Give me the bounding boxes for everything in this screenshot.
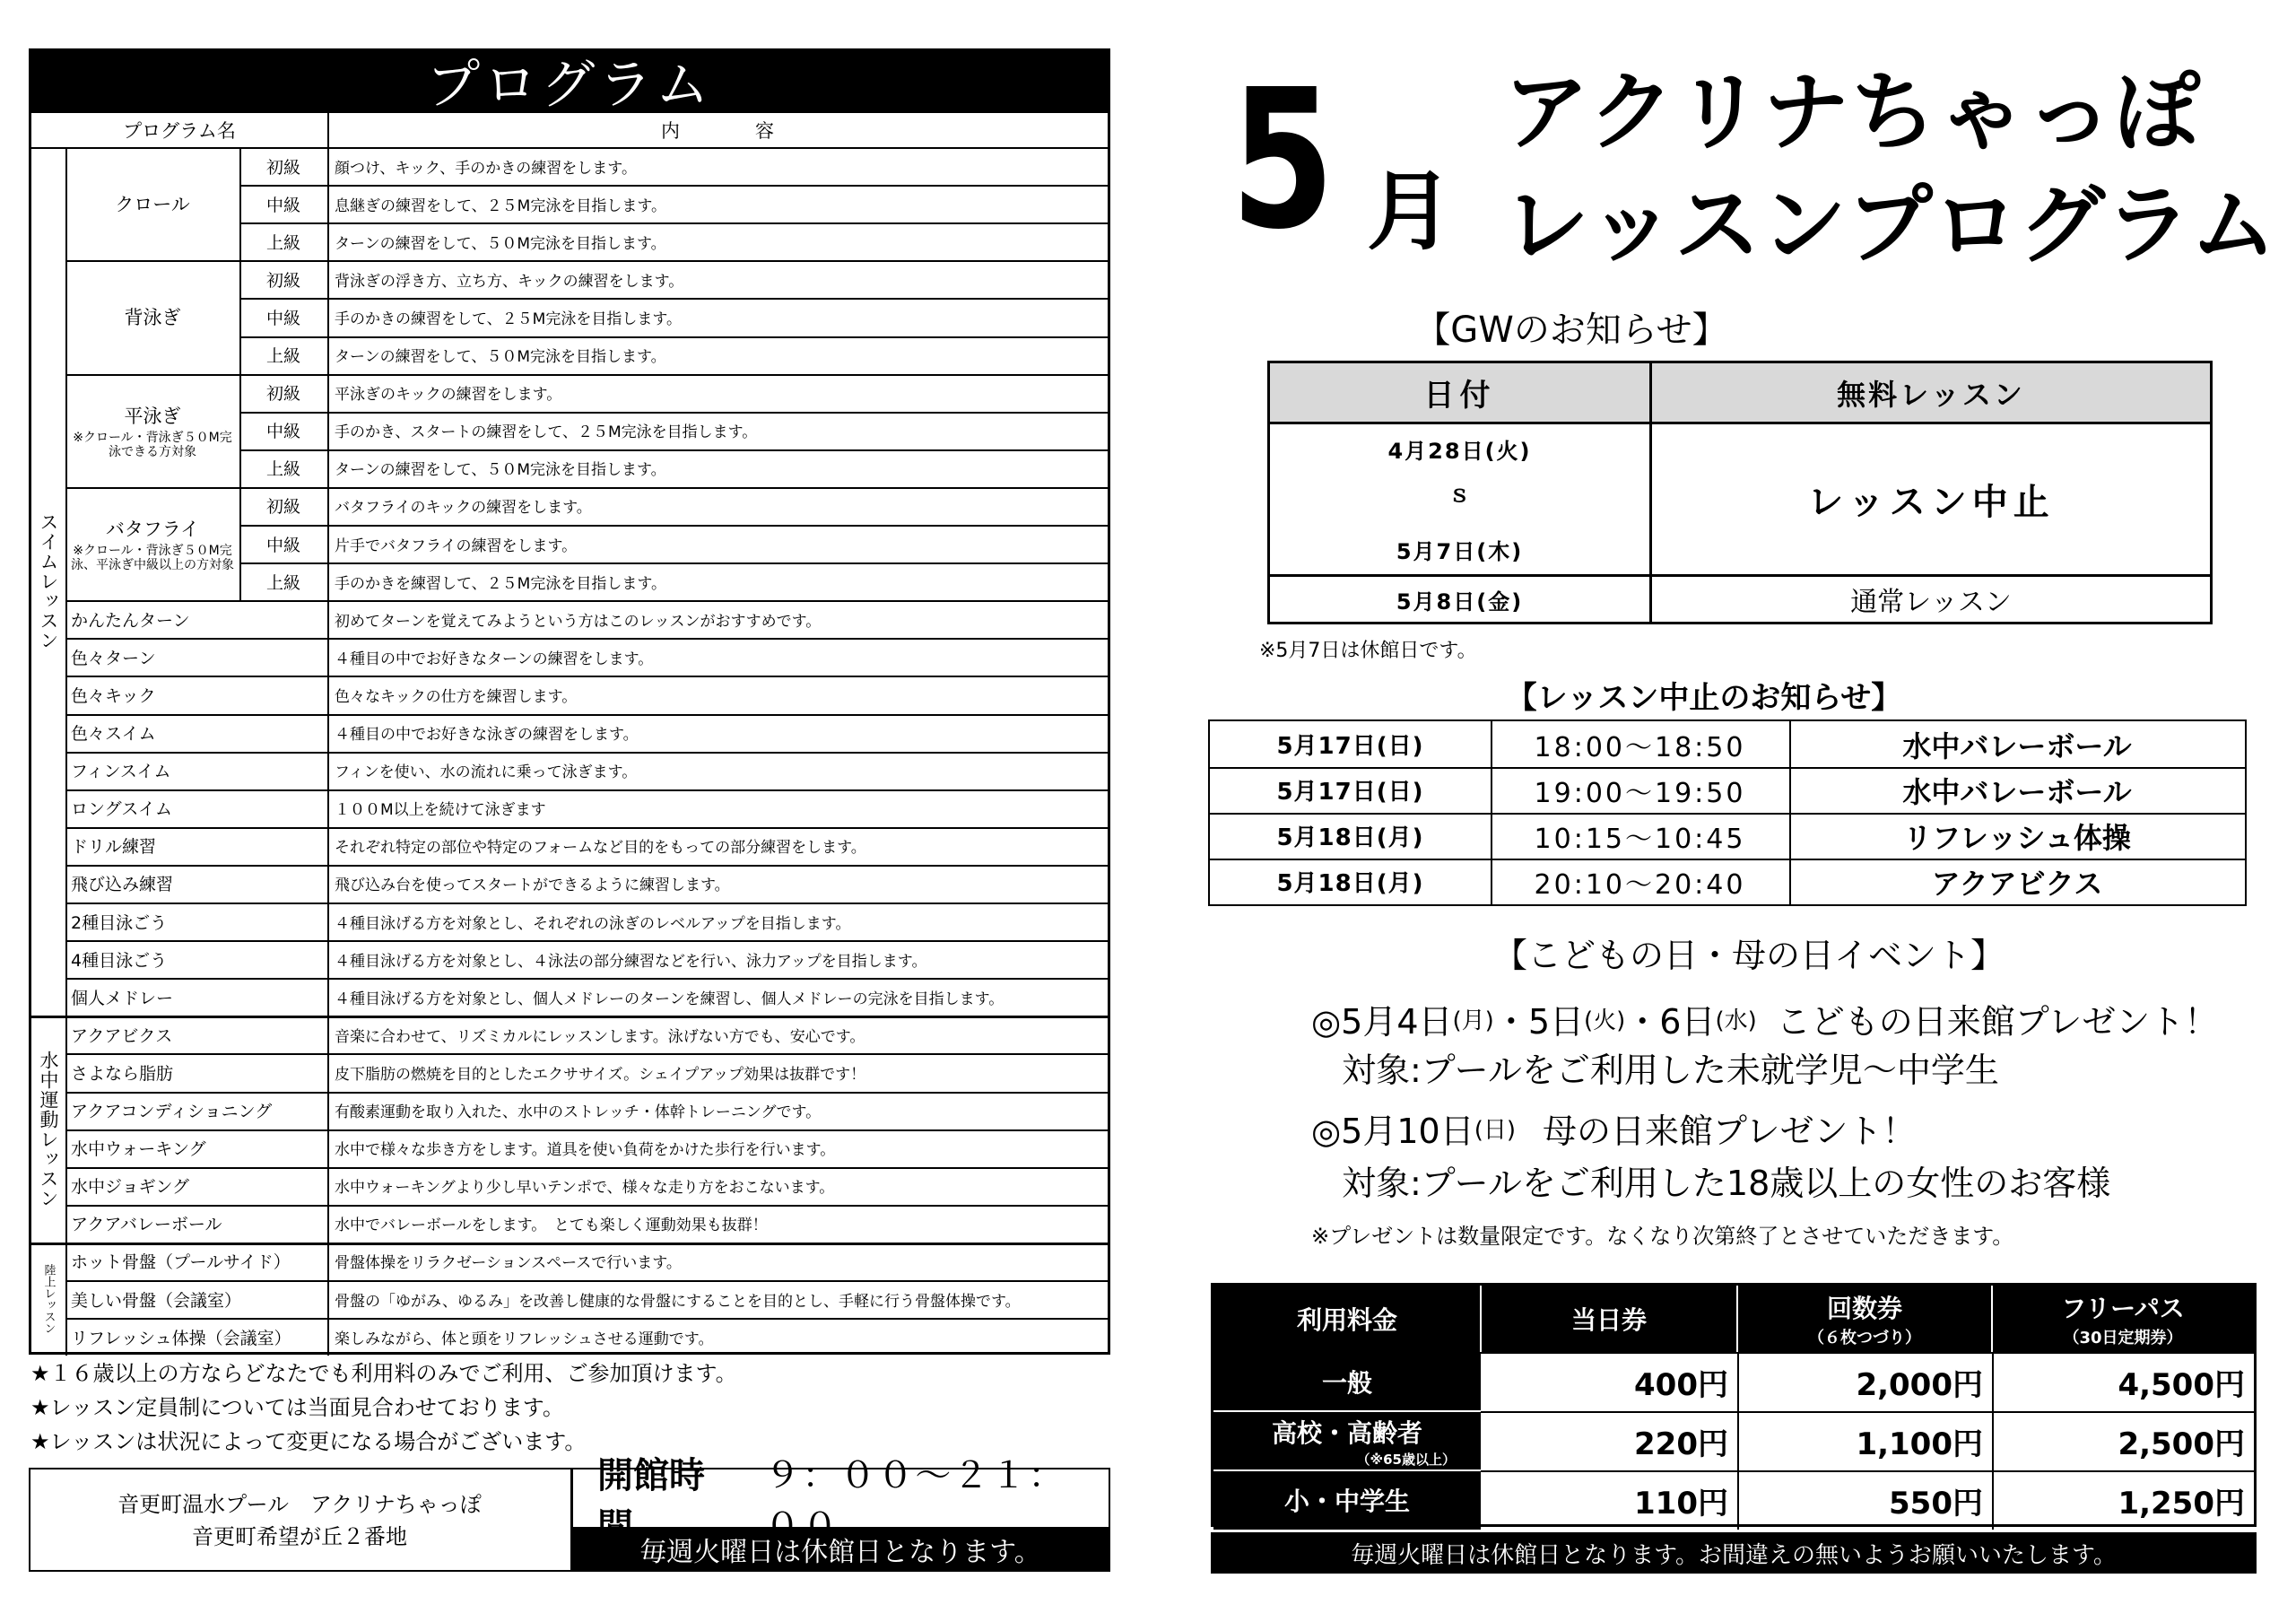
- level-label: 中級: [265, 422, 300, 442]
- cancel-lesson: 水中バレーボール: [1902, 774, 2132, 809]
- group-name-cell: [65, 147, 239, 260]
- fee-value: 400円: [1634, 1366, 1728, 1403]
- level-label: 初級: [265, 270, 300, 291]
- cancel-lesson: リフレッシュ体操: [1903, 820, 2131, 855]
- row-line: [1481, 1411, 2254, 1413]
- gw-range-end: 5月7日(木): [1396, 538, 1524, 564]
- cancel-time: 10:15～10:45: [1534, 823, 1746, 855]
- title-line2: レッスンプログラム: [1503, 175, 2277, 275]
- program-name: アクアバレーボール: [71, 1215, 222, 1235]
- level-label: 中級: [265, 535, 300, 555]
- category-water: 水中運動レッスン: [38, 1050, 59, 1208]
- row-line: [1213, 1469, 1481, 1471]
- row-line: [1481, 1470, 2254, 1472]
- content-text: バタフライのキックの練習をします。: [335, 499, 592, 518]
- content-text: 背泳ぎの浮き方、立ち方、キックの練習をします。: [335, 272, 684, 291]
- closed-day-banner: 毎週火曜日は休館日となります。: [570, 1527, 1110, 1572]
- cancel-lesson: 水中バレーボール: [1902, 728, 2132, 763]
- gw-col-date: 日付: [1423, 378, 1496, 414]
- program-name: 2種目泳ごう: [71, 912, 168, 933]
- content-text: ４種目の中でお好きなターンの練習をします。: [335, 650, 654, 668]
- level-label: 上級: [265, 459, 300, 480]
- row-line: [1210, 813, 2245, 815]
- col-line: [1736, 1286, 1738, 1352]
- col-line: [1991, 1286, 1993, 1352]
- content-text: 初めてターンを覚えてみようという方はこのレッスンがおすすめです。: [335, 612, 822, 631]
- event-note: ※プレゼントは数量限定です。なくなり次第終了とさせていただきます。: [1311, 1224, 2014, 1249]
- program-name: リフレッシュ体操（会議室）: [71, 1328, 291, 1348]
- fee-row-label-cell: [1213, 1411, 1481, 1470]
- program-name: 色々スイム: [71, 724, 156, 745]
- gw-range-text: レッスン中止: [1807, 481, 2055, 523]
- col-line: [65, 1243, 67, 1356]
- program-name: 飛び込み練習: [71, 875, 174, 895]
- program-title: プログラム: [29, 48, 1110, 113]
- cancel-date: 5月18日(月): [1276, 870, 1424, 897]
- gw-col-lesson: 無料レッスン: [1837, 377, 2025, 412]
- level-label: 中級: [265, 308, 300, 328]
- content-text: ４種目泳げる方を対象とし、個人メドレーのターンを練習し、個人メドレーの完泳を目指します。: [335, 990, 1004, 1008]
- program-name: アクアビクス: [71, 1025, 173, 1046]
- program-name: ロングスイム: [71, 799, 173, 820]
- group-name-cell: [65, 374, 239, 487]
- col-line: [1737, 1352, 1739, 1530]
- fee-header-label: 当日券: [1570, 1305, 1647, 1335]
- content-text: 水中で様々な歩き方をします。道具を使い負荷をかけた歩行を行います。: [335, 1141, 836, 1160]
- cancel-date: 5月17日(日): [1276, 733, 1424, 760]
- content-text: 皮下脂肪の燃焼を目的としたエクササイズ。シェイプアップ効果は抜群です！: [335, 1065, 866, 1084]
- program-name: 個人メドレー: [71, 988, 174, 1008]
- gw-range-start: 4月28日(火): [1387, 438, 1532, 464]
- event-1-weekday: (水): [1715, 1007, 1757, 1034]
- col-line: [327, 147, 329, 1016]
- gw-range-sep: ｓ: [1448, 480, 1472, 508]
- group-name: 平泳ぎ: [124, 405, 181, 427]
- content-text: 手のかきの練習をして、２５M完泳を目指します。: [335, 310, 682, 328]
- event-title: 【こどもの日・母の日イベント】: [1492, 935, 2005, 975]
- content-text: 平泳ぎのキックの練習をします。: [335, 386, 562, 405]
- program-name: 色々キック: [71, 685, 156, 706]
- fee-row-label: 一般: [1321, 1368, 1372, 1398]
- fee-value: 550円: [1889, 1485, 1983, 1522]
- program-name: ドリル練習: [71, 837, 157, 858]
- fee-row-label: 小・中学生: [1283, 1487, 1410, 1516]
- fee-header-cell: [1481, 1286, 1737, 1352]
- cancel-time: 19:00～19:50: [1534, 777, 1746, 809]
- col-line: [239, 374, 241, 487]
- program-name: 水中ジョギング: [71, 1177, 190, 1198]
- fee-value: 2,500円: [2118, 1426, 2245, 1462]
- gw-title: 【GWのお知らせ】: [1414, 309, 1728, 351]
- hours-row: [597, 1455, 1100, 1522]
- month-number: 5: [1231, 48, 1335, 272]
- level-label: 初級: [265, 384, 300, 405]
- fee-header-sub: （30日定期券）: [2063, 1329, 2183, 1347]
- program-name: フィンスイム: [71, 762, 171, 782]
- group-note: ※クロール・背泳ぎ５０M完泳できる方対象: [73, 430, 232, 459]
- fee-header-label: フリーパス: [2061, 1294, 2185, 1323]
- fee-header-cell: [1992, 1286, 2254, 1352]
- cancel-time: 20:10～20:40: [1534, 868, 1746, 901]
- fee-row-sub: （※65歳以上）: [1356, 1451, 1456, 1468]
- col-line: [327, 1016, 329, 1243]
- fee-header-sub: （６枚つづり）: [1808, 1329, 1921, 1347]
- fee-header-label: 利用料金: [1296, 1305, 1397, 1335]
- col-line: [239, 147, 241, 260]
- content-text: 手のかき、スタートの練習をして、２５M完泳を目指します。: [335, 423, 758, 442]
- content-text: 音楽に合わせて、リズミカルにレッスンします。泳げない方でも、安心です。: [335, 1027, 865, 1046]
- fee-table: [1211, 1283, 2257, 1527]
- col-line: [239, 260, 241, 373]
- fee-value: 1,100円: [1856, 1426, 1983, 1462]
- fee-value: 1,250円: [2118, 1485, 2245, 1522]
- content-text: 有酸素運動を取り入れた、水中のストレッチ・体幹トレーニングです。: [335, 1103, 822, 1122]
- fee-footer: 毎週火曜日は休館日となります。お間違えの無いようお願いいたします。: [1211, 1532, 2257, 1574]
- cancel-table: [1208, 719, 2247, 906]
- cancel-date: 5月18日(月): [1276, 824, 1424, 851]
- group-name: 背泳ぎ: [124, 307, 181, 329]
- fee-header-cell: [1737, 1286, 1992, 1352]
- group-name: バタフライ: [105, 519, 200, 541]
- event-1-weekday: (月): [1452, 1007, 1494, 1034]
- program-name: 色々ターン: [71, 648, 156, 668]
- level-label: 上級: [265, 346, 300, 367]
- col-line: [239, 487, 241, 600]
- level-label: 初級: [265, 497, 300, 518]
- content-text: ターンの練習をして、５０M完泳を目指します。: [335, 461, 666, 480]
- category-land: 陸上レッスン: [41, 1264, 56, 1335]
- group-name-cell: [65, 487, 239, 600]
- content-text: それぞれ特定の部位や特定のフォームなど目的をもっての部分練習をします。: [335, 839, 866, 858]
- program-name: 水中ウォーキング: [71, 1139, 206, 1160]
- col-line: [1491, 721, 1492, 904]
- program-name: 美しい骨盤（会議室）: [71, 1290, 242, 1311]
- program-name: 4種目泳ごう: [71, 950, 168, 971]
- col-line: [65, 1016, 67, 1243]
- level-label: 上級: [265, 232, 300, 253]
- content-text: ターンの練習をして、５０M完泳を目指します。: [335, 234, 666, 253]
- content-text: 片手でバタフライの練習をします。: [335, 536, 578, 555]
- fee-header-cell: [1213, 1286, 1481, 1352]
- fee-value: 4,500円: [2118, 1366, 2245, 1403]
- content-text: 骨盤体操をリラクゼーションスペースで行います。: [335, 1254, 682, 1273]
- content-text: ４種目泳げる方を対象とし、それぞれの泳ぎのレベルアップを目指します。: [335, 914, 851, 933]
- fee-row-label-cell: [1213, 1470, 1481, 1530]
- content-text: 水中ウォーキングより少し早いテンポで、様々な走り方をおこないます。: [335, 1179, 835, 1198]
- program-name: ホット骨盤（プールサイド）: [71, 1252, 291, 1273]
- event-2-weekday: (日): [1474, 1116, 1516, 1144]
- month-suffix: 月: [1367, 161, 1453, 262]
- content-text: ４種目泳げる方を対象とし、４泳法の部分練習などを行い、泳力アップを目指します。: [335, 952, 927, 971]
- content-text: 飛び込み台を使ってスタートができるように練習します。: [335, 876, 730, 895]
- cancel-lesson: アクアビクス: [1931, 866, 2103, 901]
- content-text: 色々なキックの仕方を練習します。: [335, 687, 578, 706]
- gw-note: ※5月7日は休館日です。: [1259, 640, 1477, 662]
- title-line1: アクリナちゃっぽ: [1503, 62, 2203, 162]
- hours-label: 開館時: [597, 1455, 705, 1496]
- header-program-name: プログラム名: [123, 120, 236, 142]
- program-name: かんたんターン: [71, 610, 190, 631]
- content-text: １００M以上を続けて泳ぎます: [335, 801, 546, 820]
- level-label: 中級: [265, 195, 300, 215]
- fee-header-label: 回数券: [1826, 1294, 1902, 1323]
- event-2-target: 対象:プールをご利用した18歳以上の女性のお客様: [1342, 1164, 2111, 1203]
- note-line: ★レッスン定員制については当面見合わせております。: [30, 1395, 564, 1420]
- row-line: [1481, 1352, 2254, 1354]
- content-text: 水中でバレーボールをします。 とても楽しく運動効果も抜群！: [335, 1216, 768, 1235]
- event-2: [1311, 1103, 1916, 1152]
- event-1-date: ・5日: [1493, 1001, 1584, 1042]
- category-swim: スイムレッスン: [38, 512, 59, 651]
- fee-value: 110円: [1634, 1485, 1728, 1522]
- fee-row-label-cell: [1213, 1352, 1481, 1411]
- col-line: [1789, 721, 1791, 904]
- level-label: 上級: [265, 572, 300, 593]
- group-name: クロール: [115, 194, 190, 216]
- fee-value: 220円: [1634, 1426, 1728, 1462]
- col-line: [327, 1243, 329, 1356]
- content-text: フィンを使い、水の流れに乗って泳ぎます。: [335, 763, 638, 782]
- group-note: ※クロール・背泳ぎ５０M完泳、平泳ぎ中級以上の方対象: [71, 544, 234, 573]
- col-line: [1480, 1286, 1482, 1352]
- header-content: 内 容: [661, 120, 774, 142]
- program-name: アクアコンディショニング: [71, 1102, 273, 1122]
- event-1-weekday: (火): [1584, 1007, 1626, 1034]
- note-line: ★１６歳以上の方ならどなたでも利用料のみでご利用、ご参加頂けます。: [30, 1361, 737, 1386]
- content-text: 楽しみながら、体と頭をリフレッシュさせる運動です。: [335, 1330, 714, 1348]
- content-text: 顔つけ、キック、手のかきの練習をします。: [335, 159, 637, 178]
- row-line: [1210, 767, 2245, 769]
- event-2-text: 母の日来館プレゼント！: [1543, 1111, 1917, 1151]
- event-1-date: ・6日: [1625, 1001, 1716, 1042]
- row-line: [1210, 859, 2245, 860]
- col-line: [327, 113, 329, 147]
- event-1: [1311, 994, 2218, 1042]
- facility-name: 音更町温水プール アクリナちゃっぽ: [117, 1491, 482, 1517]
- program-notes: [30, 1356, 1107, 1459]
- hours-value: ９：００～２１：: [764, 1455, 1066, 1496]
- event-1-date: ◎5月4日: [1311, 1001, 1453, 1042]
- facility-address: 音更町希望が丘２番地: [192, 1523, 407, 1549]
- fee-value: 2,000円: [1856, 1366, 1983, 1403]
- program-name: さよなら脂肪: [71, 1063, 174, 1084]
- cancel-date: 5月17日(日): [1276, 779, 1424, 806]
- group-name-cell: [65, 260, 239, 373]
- program-table: [29, 113, 1110, 1355]
- content-text: ４種目の中でお好きな泳ぎの練習をします。: [335, 726, 639, 745]
- event-1-target: 対象:プールをご利用した未就学児～中学生: [1342, 1051, 1999, 1090]
- content-text: ターンの練習をして、５０M完泳を目指します。: [335, 348, 666, 367]
- cancel-title: 【レッスン中止のお知らせ】: [1506, 679, 1902, 716]
- event-2-date: ◎5月10日: [1311, 1111, 1474, 1151]
- cancel-time: 18:00～18:50: [1534, 731, 1746, 763]
- gw-row2-text: 通常レッスン: [1850, 587, 2012, 618]
- note-line: ★レッスンは状況によって変更になる場合がございます。: [30, 1429, 587, 1454]
- level-label: 初級: [265, 157, 300, 178]
- fee-row-label: 高校・高齢者: [1271, 1417, 1422, 1448]
- row-line: [1213, 1410, 1481, 1412]
- content-text: 手のかきを練習して、２５M完泳を目指します。: [335, 574, 666, 593]
- col-line: [1992, 1352, 1994, 1530]
- content-text: 息継ぎの練習をして、２５M完泳を目指します。: [335, 196, 666, 215]
- event-1-text: こどもの日来館プレゼント！: [1776, 1001, 2219, 1042]
- col-line: [65, 147, 67, 1016]
- gw-row2-date: 5月8日(金): [1396, 589, 1524, 615]
- content-text: 骨盤の「ゆがみ、ゆるみ」を改善し健康的な骨盤にすることを目的とし、手軽に行う骨盤体操です。: [335, 1292, 1021, 1311]
